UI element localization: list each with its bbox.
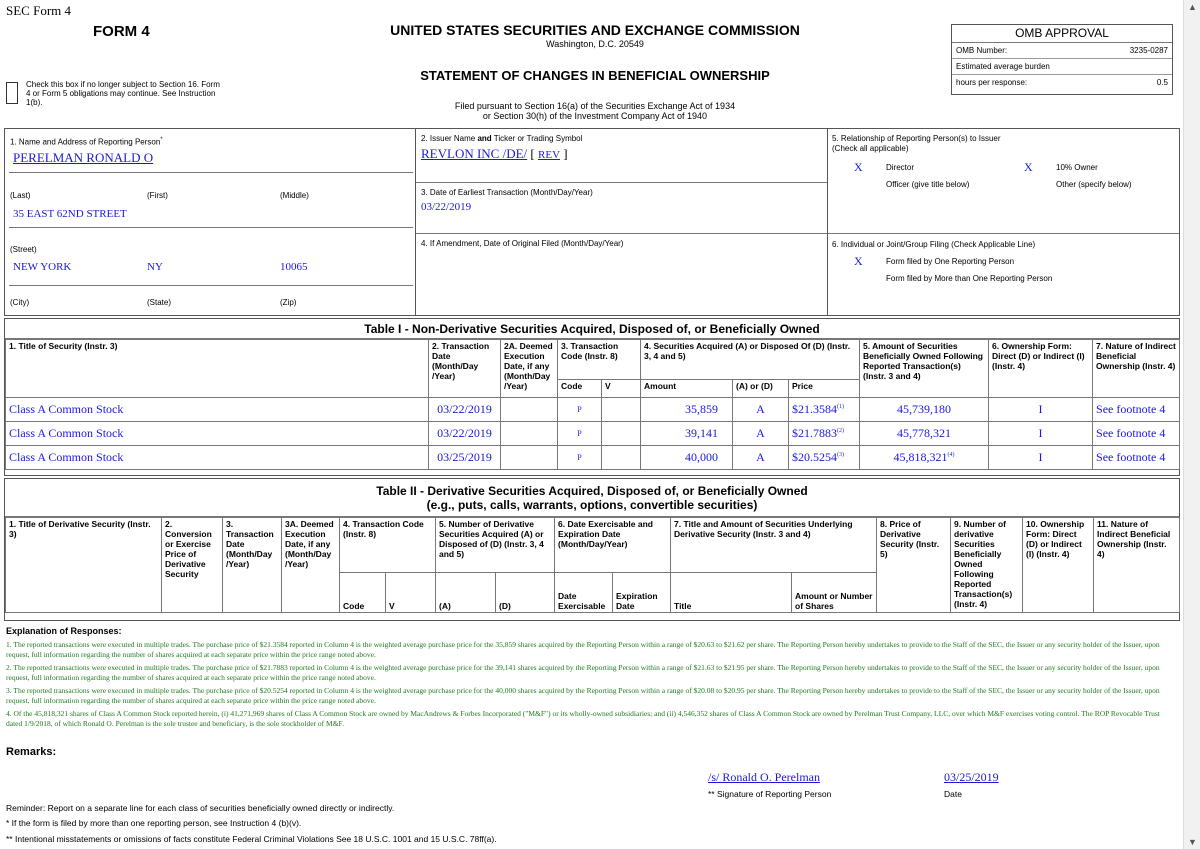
officer-label: Officer (give title below) [886,180,970,189]
street-label: (Street) [10,245,37,254]
t1-r1-code: P [558,398,602,422]
footnote-4: 4. Of the 45,818,321 shares of Class A Common Stock reported herein, (i) 41,271,969 shares of Class A Common Stock are owned by MacAndrews & Forbes Incorporated ("M&F") or its wholly-owned subsidiaries; and (ii) 4,546,352 shares of Class A Common Stock are owned by Perelman Trust Company, LLC, over which M&F exercises voting control. The ROP Revocable Trust dated 1/9/2018, of which Ronald O. Perelman is the sole trustee and beneficiary, is the sole stockholder of M&F. [6,709,1160,728]
sec-form-label: SEC Form 4 [6,3,72,18]
t1-r2-owned: 45,778,321 [897,426,952,440]
ten-percent-mark: X [1024,160,1033,174]
scroll-down-icon[interactable]: ▼ [1188,837,1197,847]
omb-number-value: 3235-0287 [1129,46,1168,55]
vertical-scrollbar[interactable] [1183,0,1200,849]
footnotes [6,640,1176,729]
t1-r1-title: Class A Common Stock [6,398,429,422]
issuer-name-link[interactable]: REVLON INC /DE/ [421,146,528,161]
omb-title: OMB APPROVAL [952,25,1172,43]
signature-label: ** Signature of Reporting Person [708,789,832,799]
t1-h-price-sub: Price [789,380,860,398]
reporting-person-name-link[interactable]: PERELMAN RONALD O [13,150,154,165]
t1-h-owned: 5. Amount of Securities Beneficially Owned Following Reported Transaction(s) (Instr. 3 and 4) [860,340,989,398]
earliest-date-label: 3. Date of Earliest Transaction (Month/Day/Year) [421,188,593,197]
t1-r3-owned-fn: (4) [947,452,955,458]
t1-r2-form: I [989,422,1093,446]
relationship-label: 5. Relationship of Reporting Person(s) to Issuer [832,134,1001,143]
explanation-title: Explanation of Responses: [6,626,122,636]
table-2-subtitle: (e.g., puts, calls, warrants, options, convertible securities) [5,498,1179,517]
omb-burden-label: Estimated average burden [956,62,1050,71]
table-row [6,422,1180,446]
t1-h-aord-sub: (A) or (D) [733,380,789,398]
street-value: 35 EAST 62ND STREET [13,208,127,220]
t2-h-deemed: 3A. Deemed Execution Date, if any (Month/Day /Year) [282,518,340,613]
filing-label: 6. Individual or Joint/Group Filing (Check Applicable Line) [832,240,1036,249]
t1-r3-price: $20.5254 [792,450,838,464]
zip-value: 10065 [280,261,308,273]
t1-h-date: 2. Transaction Date (Month/Day /Year) [429,340,501,398]
t1-r2-title: Class A Common Stock [6,422,429,446]
t1-r1-price-fn: (1) [837,404,845,410]
t2-h-d-sub: (D) [496,573,555,613]
issuer-box [415,128,828,316]
reminder-3: ** Intentional misstatements or omissions of facts constitute Federal Criminal Violations See 18 U.S.C. 1001 and 15 U.S.C. 78ff(a). [6,834,497,844]
city-value: NEW YORK [13,261,72,273]
checkbox-label: Check this box if no longer subject to Section 16. Form 4 or Form 5 obligations may continue. See Instruction 1(b). [26,80,220,107]
t1-r3-date: 03/25/2019 [429,446,501,470]
t2-h-price: 8. Price of Derivative Security (Instr. 5) [877,518,951,613]
last-label: (Last) [10,191,31,200]
t1-r3-form: I [989,446,1093,470]
t1-h-v-sub: V [602,380,641,398]
t1-r2-code: P [558,422,602,446]
earliest-date-value: 03/22/2019 [421,201,472,213]
state-label: (State) [147,298,172,307]
t2-h-code-sub: Code [340,573,386,613]
reporting-person-label: 1. Name and Address of Reporting Person [10,137,161,147]
reporting-person-box [4,128,416,316]
t1-h-amount-sub: Amount [641,380,733,398]
t1-h-acquired: 4. Securities Acquired (A) or Disposed Of (D) (Instr. 3, 4 and 5) [641,340,860,380]
t1-h-nature: 7. Nature of Indirect Beneficial Ownership (Instr. 4) [1093,340,1180,398]
issuer-ticker-link[interactable]: REV [538,149,561,161]
filing-more-label: Form filed by More than One Reporting Person [886,274,1053,283]
middle-label: (Middle) [280,191,309,200]
t1-r3-title: Class A Common Stock [6,446,429,470]
city-label: (City) [10,298,30,307]
no-longer-subject-checkbox[interactable] [6,82,18,104]
issuer-label-and: and [477,134,492,143]
omb-hours-value: 0.5 [1156,78,1168,87]
t2-h-underlying: 7. Title and Amount of Securities Underlying Derivative Security (Instr. 3 and 4) [671,518,877,573]
filing-one-label: Form filed by One Reporting Person [886,257,1015,266]
t1-r1-amount: 35,859 [641,398,733,422]
state-value: NY [147,261,163,273]
reminder-2: * If the form is filed by more than one reporting person, see Instruction 4 (b)(v). [6,818,302,828]
t2-h-amount-sub: Amount or Number of Shares [792,573,877,613]
table-row [6,398,1180,422]
t1-r2-amount: 39,141 [641,422,733,446]
filing-one-mark: X [854,254,863,268]
t1-h-deemed: 2A. Deemed Execution Date, if any (Month/Day /Year) [501,340,558,398]
t1-r2-nature: See footnote 4 [1093,422,1180,446]
t2-h-form: 10. Ownership Form: Direct (D) or Indirect (I) (Instr. 4) [1023,518,1094,613]
t2-h-owned: 9. Number of derivative Securities Beneficially Owned Following Reported Transaction(s) (Instr. 4) [951,518,1023,613]
relationship-box [827,128,1180,316]
first-label: (First) [147,191,168,200]
footnote-2: 2. The reported transactions were executed in multiple trades. The purchase price of $21.7883 reported in Column 4 is the weighted average purchase price for the 39,141 shares acquired by the Reporting Person within a range of $21.63 to $21.95 per share. The Reporting Person hereby undertakes to provide to the Staff of the SEC, the Issuer or any security holder of the Issuer, upon request, full information regarding the number of shares acquired at each separate price within the price range noted above. [6,663,1160,682]
t2-h-nature: 11. Nature of Indirect Beneficial Ownership (Instr. 4) [1094,518,1180,613]
t1-r2-ad: A [733,422,789,446]
table-row [6,446,1180,470]
t1-r2-price-fn: (2) [837,428,845,434]
t1-r2-date: 03/22/2019 [429,422,501,446]
omb-number-label: OMB Number: [956,46,1008,55]
t1-r3-price-fn: (3) [837,452,845,458]
scroll-up-icon[interactable]: ▲ [1188,2,1197,12]
issuer-label: 2. Issuer Name [421,134,478,143]
t1-r1-ad: A [733,398,789,422]
t1-r3-code: P [558,446,602,470]
form-title: FORM 4 [93,23,150,40]
statement-title: STATEMENT OF CHANGES IN BENEFICIAL OWNERSHIP [420,68,770,83]
footnote-1: 1. The reported transactions were executed in multiple trades. The purchase price of $21.3584 reported in Column 4 is the weighted average purchase price for the 35,859 shares acquired by the Reporting Person within a range of $20.63 to $21.62 per share. The Reporting Person hereby undertakes to provide to the Staff of the SEC, the Issuer or any security holder of the Issuer, upon request, full information regarding the number of shares acquired at each separate price within the price range noted above. [6,640,1160,659]
agency-location: Washington, D.C. 20549 [546,39,644,49]
director-mark: X [854,160,863,174]
table-2 [4,478,1180,621]
t2-h-date-ex-sub: Date Exercisable [555,573,613,613]
t1-h-code: 3. Transaction Code (Instr. 8) [558,340,641,380]
t2-h-exp-sub: Expiration Date [613,573,671,613]
filed-line-1: Filed pursuant to Section 16(a) of the Securities Exchange Act of 1934 [454,101,736,111]
t2-h-conversion: 2. Conversion or Exercise Price of Derivative Security [162,518,223,613]
t2-h-number: 5. Number of Derivative Securities Acquired (A) or Disposed of (D) (Instr. 3, 4 and 5) [436,518,555,573]
ticker-close: ] [560,146,568,161]
director-label: Director [886,163,915,172]
t2-h-title-sub: Title [671,573,792,613]
signature-date-label: Date [944,789,962,799]
t2-h-date: 3. Transaction Date (Month/Day /Year) [223,518,282,613]
zip-label: (Zip) [280,298,297,307]
other-label: Other (specify below) [1056,180,1132,189]
t1-r2-price: $21.7883 [792,426,838,440]
signature-link[interactable]: /s/ Ronald O. Perelman [708,770,820,784]
table-2-grid [5,517,1180,613]
table-1-title: Table I - Non-Derivative Securities Acquired, Disposed of, or Beneficially Owned [5,319,1179,339]
relationship-sublabel: (Check all applicable) [832,144,909,153]
t2-h-exercisable: 6. Date Exercisable and Expiration Date (Month/Day/Year) [555,518,671,573]
t1-r3-amount: 40,000 [641,446,733,470]
asterisk: * [160,137,163,143]
t1-h-title: 1. Title of Security (Instr. 3) [6,340,429,398]
t1-r3-owned: 45,818,321 [893,450,948,464]
signature-date: 03/25/2019 [944,770,999,784]
table-1 [4,318,1180,476]
amendment-label: 4. If Amendment, Date of Original Filed (Month/Day/Year) [421,239,624,248]
omb-approval-box [951,24,1173,95]
ten-percent-label: 10% Owner [1056,163,1098,172]
remarks-title: Remarks: [6,746,57,758]
t2-h-title: 1. Title of Derivative Security (Instr. 3) [6,518,162,613]
t2-h-a-sub: (A) [436,573,496,613]
agency-title: UNITED STATES SECURITIES AND EXCHANGE COMMISSION [390,22,800,38]
table-2-title: Table II - Derivative Securities Acquired, Disposed of, or Beneficially Owned [376,484,808,498]
filed-line-2: or Section 30(h) of the Investment Company Act of 1940 [482,111,708,121]
t2-h-code: 4. Transaction Code (Instr. 8) [340,518,436,573]
table-1-grid [5,339,1180,470]
t1-r1-form: I [989,398,1093,422]
footnote-3: 3. The reported transactions were executed in multiple trades. The purchase price of $20.5254 reported in Column 4 is the weighted average purchase price for the 40,000 shares acquired by the Reporting Person within a range of $20.08 to $20.95 per share. The Reporting Person hereby undertakes to provide to the Staff of the SEC, the Issuer or any security holder of the Issuer, upon request, full information regarding the number of shares acquired at each separate price within the price range noted above. [6,686,1160,705]
ticker-open: [ [527,146,539,161]
t1-h-code-sub: Code [558,380,602,398]
t2-h-v-sub: V [386,573,436,613]
t1-r1-price: $21.3584 [792,402,838,416]
t1-r1-owned: 45,739,180 [897,402,952,416]
issuer-label-suffix: Ticker or Trading Symbol [491,134,583,143]
reminder-1: Reminder: Report on a separate line for each class of securities beneficially owned directly or indirectly. [6,803,395,813]
t1-r1-date: 03/22/2019 [429,398,501,422]
t1-r3-ad: A [733,446,789,470]
t1-r3-nature: See footnote 4 [1093,446,1180,470]
t1-r1-nature: See footnote 4 [1093,398,1180,422]
omb-hours-label: hours per response: [956,78,1028,87]
t1-h-form: 6. Ownership Form: Direct (D) or Indirect (I) (Instr. 4) [989,340,1093,398]
